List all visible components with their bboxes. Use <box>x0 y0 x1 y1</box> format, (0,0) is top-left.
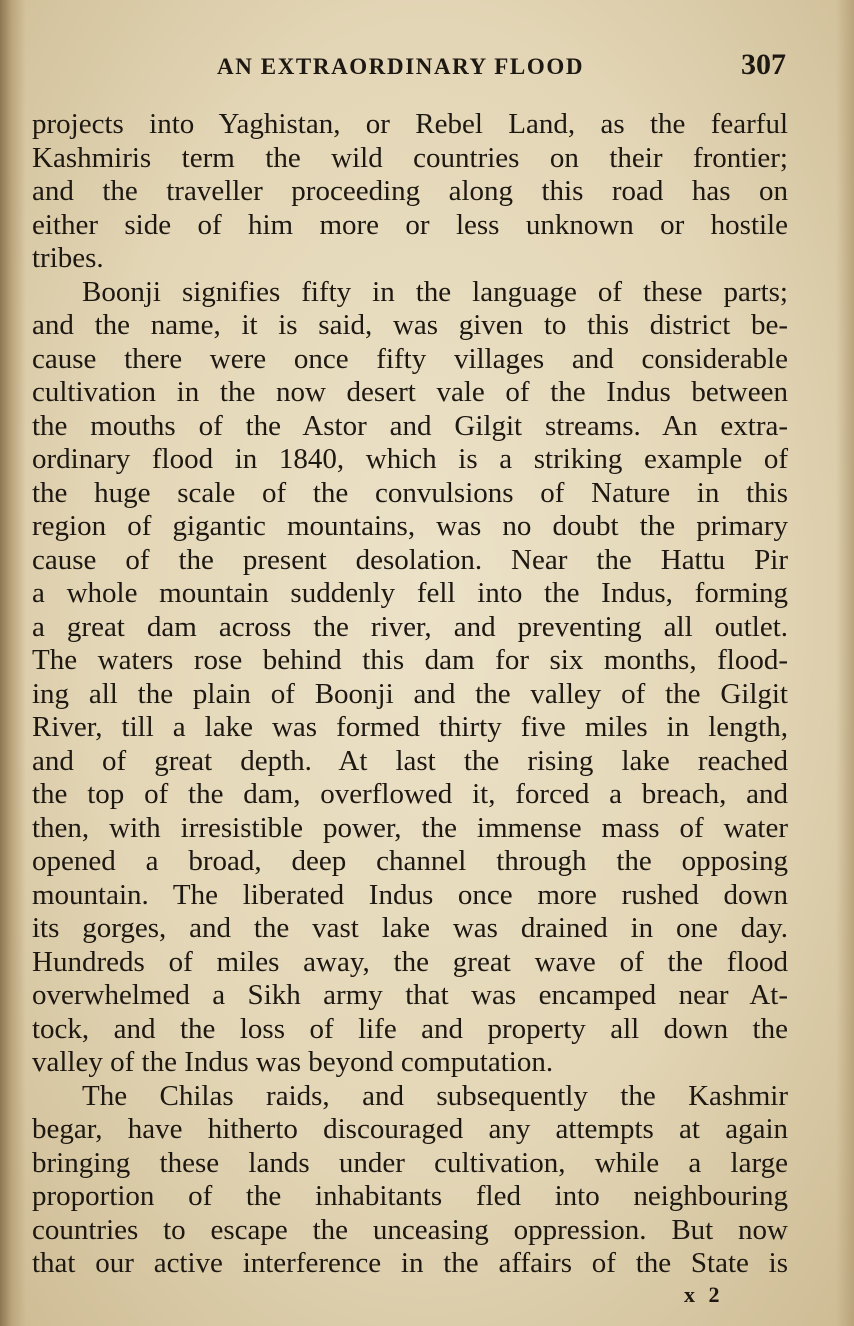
paragraph <box>32 108 788 276</box>
text-line: the top of the dam, overflowed it, forced a breach, and <box>32 778 788 810</box>
page-number: 307 <box>741 48 786 81</box>
text-line: Hundreds of miles away, the great wave of the flood <box>32 945 788 978</box>
text-line: opened a broad, deep channel through the opposing <box>32 845 788 877</box>
text-line: The waters rose behind this dam for six months, flood- <box>32 644 788 676</box>
text-line: then, with irresistible power, the immense mass of water <box>32 811 788 844</box>
text-line: ing all the plain of Boonji and the valley of the Gilgit <box>32 677 788 710</box>
text-line: countries to escape the unceasing oppression. But now <box>32 1213 788 1246</box>
text-line: and the traveller proceeding along this road has on <box>32 175 788 207</box>
text-line: tribes. <box>32 242 104 274</box>
signature-mark: x 2 <box>684 1282 724 1307</box>
text-line: cause there were once fifty villages and considerable <box>32 342 788 375</box>
text-line: and the name, it is said, was given to this district be- <box>32 309 788 341</box>
text-line: a whole mountain suddenly fell into the Indus, forming <box>32 577 788 609</box>
text-line: valley of the Indus was beyond computation. <box>32 1046 554 1078</box>
running-title: AN EXTRAORDINARY FLOOD <box>217 54 585 79</box>
text-line: the huge scale of the convulsions of Nature in this <box>32 476 788 509</box>
text-line: region of gigantic mountains, was no doubt the primary <box>32 510 788 542</box>
text-line: cause of the present desolation. Near the Hattu Pir <box>32 543 788 576</box>
text-line: the mouths of the Astor and Gilgit streams. An extra- <box>32 409 788 442</box>
text-line: tock, and the loss of life and property all down the <box>32 1012 788 1045</box>
text-line: Kashmiris term the wild countries on their frontier; <box>32 141 788 174</box>
text-line: that our active interference in the affairs of the State is <box>32 1247 788 1279</box>
body-text <box>32 108 788 1281</box>
text-line: a great dam across the river, and preventing all outlet. <box>32 610 788 643</box>
text-line: and of great depth. At last the rising lake reached <box>32 744 788 777</box>
paragraph <box>32 276 788 1080</box>
text-line: proportion of the inhabitants fled into neighbouring <box>32 1180 788 1212</box>
text-line: either side of him more or less unknown or hostile <box>32 208 788 241</box>
text-line: begar, have hitherto discouraged any attempts at again <box>32 1113 788 1145</box>
text-line: River, till a lake was formed thirty five miles in length, <box>32 711 788 743</box>
page-header <box>32 48 790 84</box>
text-line: ordinary flood in 1840, which is a striking example of <box>32 443 788 475</box>
text-line: overwhelmed a Sikh army that was encamped near At- <box>32 979 788 1011</box>
text-line: Boonji signifies fifty in the language of these parts; <box>82 275 788 308</box>
text-line: The Chilas raids, and subsequently the Kashmir <box>82 1079 788 1112</box>
text-line: its gorges, and the vast lake was drained in one day. <box>32 912 788 944</box>
text-line: projects into Yaghistan, or Rebel Land, as the fearful <box>32 108 788 140</box>
text-line: cultivation in the now desert vale of the Indus between <box>32 376 788 408</box>
page-gutter-shadow <box>0 0 26 1326</box>
text-line: bringing these lands under cultivation, while a large <box>32 1146 788 1179</box>
paragraph <box>32 1080 788 1281</box>
text-line: mountain. The liberated Indus once more rushed down <box>32 878 788 911</box>
page-edge-shadow <box>836 0 854 1326</box>
